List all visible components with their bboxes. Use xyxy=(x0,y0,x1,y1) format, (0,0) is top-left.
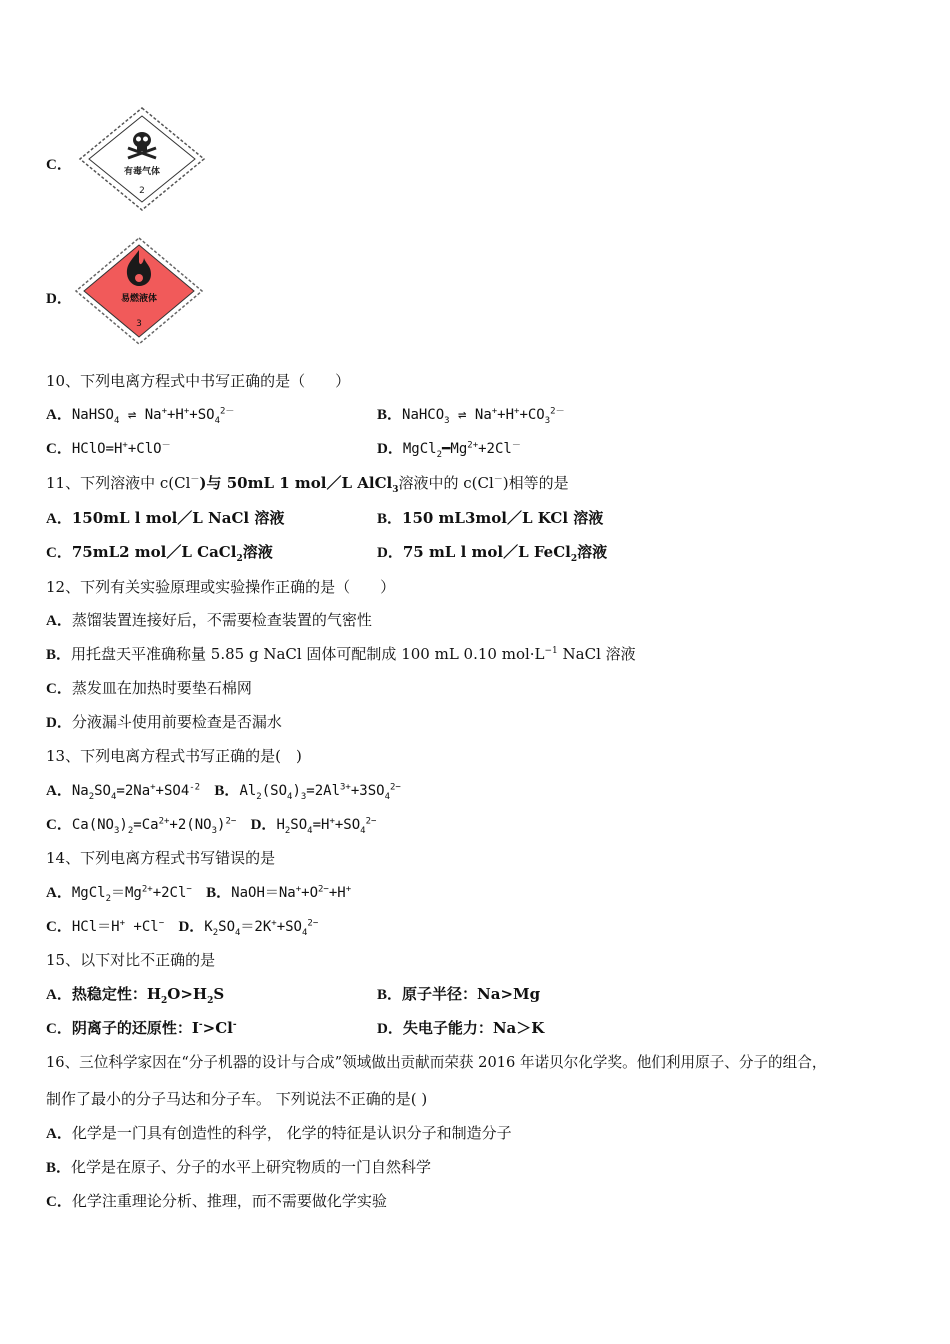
q15-option-c: C．阴离子的还原性：I->Cl- xyxy=(46,1019,237,1037)
q12-option-b: B．用托盘天平准确称量 5.85 g NaCl 固体可配制成 100 mL 0.10 $mol\cdot L^{-1}$ NaCl 溶液 xyxy=(46,645,636,663)
q12-option-d: D．分液漏斗使用前要检查是否漏水 xyxy=(46,713,282,731)
q13-options-cd: C．$Ca(NO_3)_2=Ca^{2+}+2(NO_3)^{2-}$ D．$H_2SO_4=H^++SO_4^{2-}$ xyxy=(46,816,377,836)
q16-option-a: A．化学是一门具有创造性的科学， 化学的特征是认识分子和制造分子 xyxy=(46,1124,512,1142)
q10-option-c: C．HClO=H++ClO－ xyxy=(46,440,171,457)
q12-stem: 12、下列有关实验原理或实验操作正确的是（ ） xyxy=(46,578,396,596)
q13-options-ab: A．$Na_2SO_4=2Na^++SO4^{-2}$ B．$Al_2(SO_4)_3=2Al^{3+}+3SO_4^{2-}$ xyxy=(46,782,401,802)
q15-option-b: B．原子半径：Na>Mg xyxy=(377,985,541,1003)
q10-option-a: A．NaHSO$_4$ ⇌ $Na^++H^++SO_4^{2-}$ xyxy=(46,406,235,426)
q11-stem: 11、下列溶液中 c(Cl－)与 50mL 1 mol／L AlCl$_3$溶液中的 c(Cl－)相等的是 xyxy=(46,474,569,495)
flammable-liquid-sign xyxy=(74,236,204,346)
q11-option-b: B．150 mL3mol／L KCl 溶液 xyxy=(377,509,604,527)
equilibrium-arrow-icon: ⇌ xyxy=(119,407,145,423)
q16-stem-line2: 制作了最小的分子马达和分子车。 下列说法不正确的是( ) xyxy=(46,1090,428,1108)
q15-option-a: A．热稳定性：$H_2O>H_2S$ xyxy=(46,985,225,1006)
equilibrium-arrow-icon: ⇌ xyxy=(449,407,475,423)
long-equal-arrow-icon: ━ xyxy=(441,441,451,457)
q15-stem: 15、以下对比不正确的是 xyxy=(46,951,216,969)
q11-option-c: C．75mL2 mol／L CaCl$_2$溶液 xyxy=(46,543,273,564)
q10-stem: 10、下列电离方程式中书写正确的是（ ） xyxy=(46,372,351,390)
q15-option-d: D．失电子能力：Na＞K xyxy=(377,1019,545,1037)
q16-option-c: C．化学注重理论分析、推理，而不需要做化学实验 xyxy=(46,1192,387,1210)
sign-c-text: 有毒气体 xyxy=(123,167,161,177)
q14-options-cd: C．HCl＝H+ +Cl− D．$K_2SO_4=2K^++SO_4^{2-}$ xyxy=(46,918,319,938)
q13-stem: 13、下列电离方程式书写正确的是( ) xyxy=(46,747,302,765)
sign-d-num: 3 xyxy=(136,319,142,329)
sign-d-text: 易燃液体 xyxy=(120,294,158,304)
q12-option-c: C．蒸发皿在加热时要垫石棉网 xyxy=(46,679,252,697)
option-d-label: D． xyxy=(46,291,72,307)
sign-c-num: 2 xyxy=(139,186,145,196)
q11-option-a: A．150mL l mol／L NaCl 溶液 xyxy=(46,509,285,527)
q14-stem: 14、下列电离方程式书写错误的是 xyxy=(46,849,276,867)
q14-options-ab: A．$MgCl_2=Mg^{2+}+2Cl^-$ B．$NaOH=Na^++O^{2-}+H^+$ xyxy=(46,884,352,904)
q12-option-a: A．蒸馏装置连接好后，不需要检查装置的气密性 xyxy=(46,611,372,629)
q10-option-b: B．NaHCO$_3$ ⇌ $Na^++H^++CO_3^{2-}$ xyxy=(377,406,565,426)
q11-option-d: D．75 mL l mol／L FeCl$_2$溶液 xyxy=(377,543,608,564)
q16-stem-line1: 16、三位科学家因在“分子机器的设计与合成”领域做出贡献而荣获 2016 年诺贝尔化学奖。他们利用原子、分子的组合， xyxy=(46,1054,827,1071)
toxic-gas-sign xyxy=(78,106,206,212)
option-c-label: C． xyxy=(46,157,72,173)
q16-option-b: B．化学是在原子、分子的水平上研究物质的一门自然科学 xyxy=(46,1158,432,1176)
q10-option-d: D．$MgCl_2━Mg^{2+}+2Cl^-$ xyxy=(377,440,521,460)
